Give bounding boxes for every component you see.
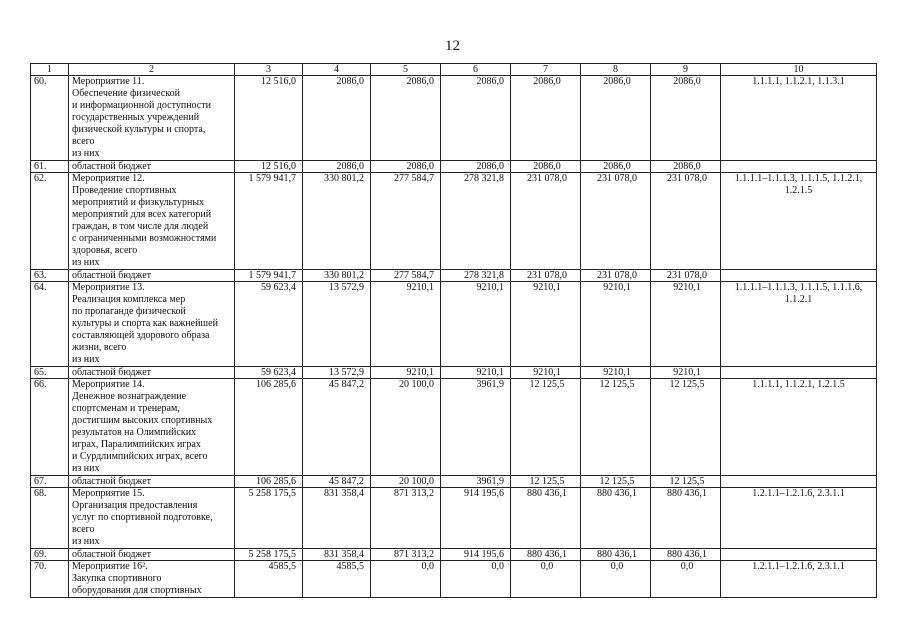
row-description (69, 367, 235, 379)
amount-cell: 880 436,1 (511, 488, 581, 549)
amount-cell: 5 258 175,5 (235, 549, 303, 561)
row-number: 67. (31, 476, 69, 488)
budget-row (31, 161, 877, 173)
amount-cell: 45 847,2 (303, 476, 371, 488)
amount-cell: 2086,0 (581, 76, 651, 161)
amount-cell: 330 801,2 (303, 270, 371, 282)
row-number: 65. (31, 367, 69, 379)
description-line: Мероприятие 12. (72, 173, 145, 184)
indicator-refs (721, 270, 877, 282)
row-description (69, 76, 235, 161)
description-line: по пропаганде физической (72, 306, 186, 317)
row-number: 68. (31, 488, 69, 549)
description-line: мероприятий для всех категорий (72, 209, 212, 220)
amount-cell: 2086,0 (371, 76, 441, 161)
amount-cell: 871 313,2 (371, 549, 441, 561)
amount-cell: 12 125,5 (581, 476, 651, 488)
amount-cell: 4585,5 (303, 561, 371, 598)
amount-cell: 2086,0 (303, 161, 371, 173)
amount-cell: 2086,0 (651, 76, 721, 161)
budget-row (31, 549, 877, 561)
amount-cell: 2086,0 (511, 161, 581, 173)
activity-row (31, 488, 877, 549)
indicator-refs (721, 549, 877, 561)
column-header: 1 (31, 64, 69, 76)
row-description (69, 476, 235, 488)
row-description (69, 549, 235, 561)
amount-cell: 871 313,2 (371, 488, 441, 549)
amount-cell: 231 078,0 (651, 270, 721, 282)
amount-cell: 0,0 (441, 561, 511, 598)
description-line: из них (72, 536, 100, 547)
row-description (69, 270, 235, 282)
amount-cell: 231 078,0 (581, 270, 651, 282)
amount-cell: 4585,5 (235, 561, 303, 598)
indicator-refs (721, 476, 877, 488)
amount-cell: 0,0 (511, 561, 581, 598)
budget-row (31, 270, 877, 282)
amount-cell: 9210,1 (651, 282, 721, 367)
amount-cell: 12 516,0 (235, 76, 303, 161)
amount-cell: 831 358,4 (303, 488, 371, 549)
budget-row (31, 476, 877, 488)
indicator-refs: 1.1.1.1–1.1.1.3, 1.1.1.5, 1.1.2.1, 1.2.1.5 (721, 173, 877, 270)
amount-cell: 9210,1 (371, 282, 441, 367)
row-number: 62. (31, 173, 69, 270)
column-header: 5 (371, 64, 441, 76)
row-number: 64. (31, 282, 69, 367)
amount-cell: 9210,1 (651, 367, 721, 379)
description-line: достигшим высоких спортивных (72, 415, 213, 426)
amount-cell: 9210,1 (581, 282, 651, 367)
amount-cell: 1 579 941,7 (235, 173, 303, 270)
amount-cell: 3961,9 (441, 379, 511, 476)
column-header: 8 (581, 64, 651, 76)
amount-cell: 9210,1 (511, 367, 581, 379)
description-line: областной бюджет (72, 549, 152, 560)
amount-cell: 5 258 175,5 (235, 488, 303, 549)
amount-cell: 2086,0 (441, 76, 511, 161)
column-header: 9 (651, 64, 721, 76)
description-line: составляющей здорового образа (72, 330, 210, 341)
description-line: культуры и спорта как важнейшей (72, 318, 218, 329)
description-line: Обеспечение физической (72, 88, 180, 99)
description-line: областной бюджет (72, 161, 152, 172)
indicator-refs: 1.1.1.1, 1.1.2.1, 1.2.1.5 (721, 379, 877, 476)
description-line: из них (72, 148, 100, 159)
row-description (69, 173, 235, 270)
amount-cell: 831 358,4 (303, 549, 371, 561)
amount-cell: 914 195,6 (441, 488, 511, 549)
description-line: с ограниченными возможностями (72, 233, 217, 244)
amount-cell: 9210,1 (581, 367, 651, 379)
indicator-refs: 1.1.1.1–1.1.1.3, 1.1.1.5, 1.1.1.6, 1.1.2.1 (721, 282, 877, 367)
row-number: 69. (31, 549, 69, 561)
description-line: мероприятий и физкультурных (72, 197, 205, 208)
row-number: 60. (31, 76, 69, 161)
description-line: всего (72, 136, 95, 147)
amount-cell: 2086,0 (303, 76, 371, 161)
amount-cell: 277 584,7 (371, 173, 441, 270)
amount-cell: 2086,0 (371, 161, 441, 173)
amount-cell: 45 847,2 (303, 379, 371, 476)
amount-cell: 12 516,0 (235, 161, 303, 173)
description-line: Мероприятие 11. (72, 76, 145, 87)
description-line: Мероприятие 15. (72, 488, 145, 499)
amount-cell: 914 195,6 (441, 549, 511, 561)
activity-row (31, 76, 877, 161)
column-header: 6 (441, 64, 511, 76)
indicator-refs: 1.2.1.1–1.2.1.6, 2.3.1.1 (721, 488, 877, 549)
amount-cell: 880 436,1 (581, 488, 651, 549)
row-number: 61. (31, 161, 69, 173)
amount-cell: 1 579 941,7 (235, 270, 303, 282)
indicator-refs: 1.1.1.1, 1.1.2.1, 1.1.3.1 (721, 76, 877, 161)
description-line: Мероприятие 14. (72, 379, 145, 390)
amount-cell: 2086,0 (581, 161, 651, 173)
description-line: Проведение спортивных (72, 185, 177, 196)
description-line: услуг по спортивной подготовке, (72, 512, 213, 523)
row-description (69, 561, 235, 598)
description-line: Закупка спортивного (72, 573, 162, 584)
amount-cell: 277 584,7 (371, 270, 441, 282)
column-header: 10 (721, 64, 877, 76)
amount-cell: 231 078,0 (581, 173, 651, 270)
amount-cell: 13 572,9 (303, 367, 371, 379)
row-description (69, 282, 235, 367)
description-line: спортсменам и тренерам, (72, 403, 180, 414)
description-line: Мероприятие 13. (72, 282, 145, 293)
description-line: Денежное вознаграждение (72, 391, 187, 402)
amount-cell: 106 285,6 (235, 476, 303, 488)
indicator-refs (721, 367, 877, 379)
description-line: играх, Паралимпийских играх (72, 439, 201, 450)
description-line: жизни, всего (72, 342, 127, 353)
row-number: 63. (31, 270, 69, 282)
activity-row (31, 561, 877, 598)
amount-cell: 12 125,5 (511, 476, 581, 488)
description-line: физической культуры и спорта, (72, 124, 206, 135)
description-line: областной бюджет (72, 367, 152, 378)
description-line: из них (72, 257, 100, 268)
row-description (69, 379, 235, 476)
budget-row (31, 367, 877, 379)
column-header-row (31, 64, 877, 76)
description-line: из них (72, 463, 100, 474)
row-description (69, 488, 235, 549)
amount-cell: 2086,0 (651, 161, 721, 173)
amount-cell: 9210,1 (441, 367, 511, 379)
description-line: из них (72, 354, 100, 365)
amount-cell: 0,0 (651, 561, 721, 598)
column-header: 2 (69, 64, 235, 76)
amount-cell: 231 078,0 (511, 173, 581, 270)
description-line: Организация предоставления (72, 500, 198, 511)
amount-cell: 231 078,0 (651, 173, 721, 270)
amount-cell: 12 125,5 (651, 476, 721, 488)
row-description (69, 161, 235, 173)
amount-cell: 231 078,0 (511, 270, 581, 282)
amount-cell: 278 321,8 (441, 270, 511, 282)
amount-cell: 3961,9 (441, 476, 511, 488)
description-line: оборудования для спортивных (72, 585, 202, 596)
description-line: граждан, в том числе для людей (72, 221, 209, 232)
row-number: 70. (31, 561, 69, 598)
indicator-refs: 1.2.1.1–1.2.1.6, 2.3.1.1 (721, 561, 877, 598)
row-number: 66. (31, 379, 69, 476)
amount-cell: 20 100,0 (371, 379, 441, 476)
amount-cell: 12 125,5 (651, 379, 721, 476)
amount-cell: 0,0 (581, 561, 651, 598)
indicator-refs (721, 161, 877, 173)
description-line: Реализация комплекса мер (72, 294, 186, 305)
amount-cell: 9210,1 (371, 367, 441, 379)
activity-row (31, 173, 877, 270)
amount-cell: 330 801,2 (303, 173, 371, 270)
amount-cell: 2086,0 (511, 76, 581, 161)
amount-cell: 9210,1 (441, 282, 511, 367)
amount-cell: 880 436,1 (651, 549, 721, 561)
amount-cell: 106 285,6 (235, 379, 303, 476)
column-header: 7 (511, 64, 581, 76)
amount-cell: 9210,1 (511, 282, 581, 367)
activity-row (31, 282, 877, 367)
amount-cell: 12 125,5 (511, 379, 581, 476)
amount-cell: 13 572,9 (303, 282, 371, 367)
amount-cell: 880 436,1 (511, 549, 581, 561)
amount-cell: 20 100,0 (371, 476, 441, 488)
description-line: областной бюджет (72, 270, 152, 281)
description-line: здоровья, всего (72, 245, 138, 256)
amount-cell: 2086,0 (441, 161, 511, 173)
activity-row (31, 379, 877, 476)
activities-table (30, 63, 877, 598)
amount-cell: 880 436,1 (651, 488, 721, 549)
description-line: государственных учреждений (72, 112, 200, 123)
amount-cell: 59 623,4 (235, 367, 303, 379)
amount-cell: 59 623,4 (235, 282, 303, 367)
amount-cell: 880 436,1 (581, 549, 651, 561)
description-line: Мероприятие 16². (72, 561, 148, 572)
description-line: результатов на Олимпийских (72, 427, 197, 438)
description-line: и Сурдлимпийских играх, всего (72, 451, 208, 462)
column-header: 4 (303, 64, 371, 76)
description-line: областной бюджет (72, 476, 152, 487)
amount-cell: 12 125,5 (581, 379, 651, 476)
description-line: и информационной доступности (72, 100, 211, 111)
page-number: 12 (445, 38, 460, 54)
amount-cell: 0,0 (371, 561, 441, 598)
amount-cell: 278 321,8 (441, 173, 511, 270)
description-line: всего (72, 524, 95, 535)
column-header: 3 (235, 64, 303, 76)
